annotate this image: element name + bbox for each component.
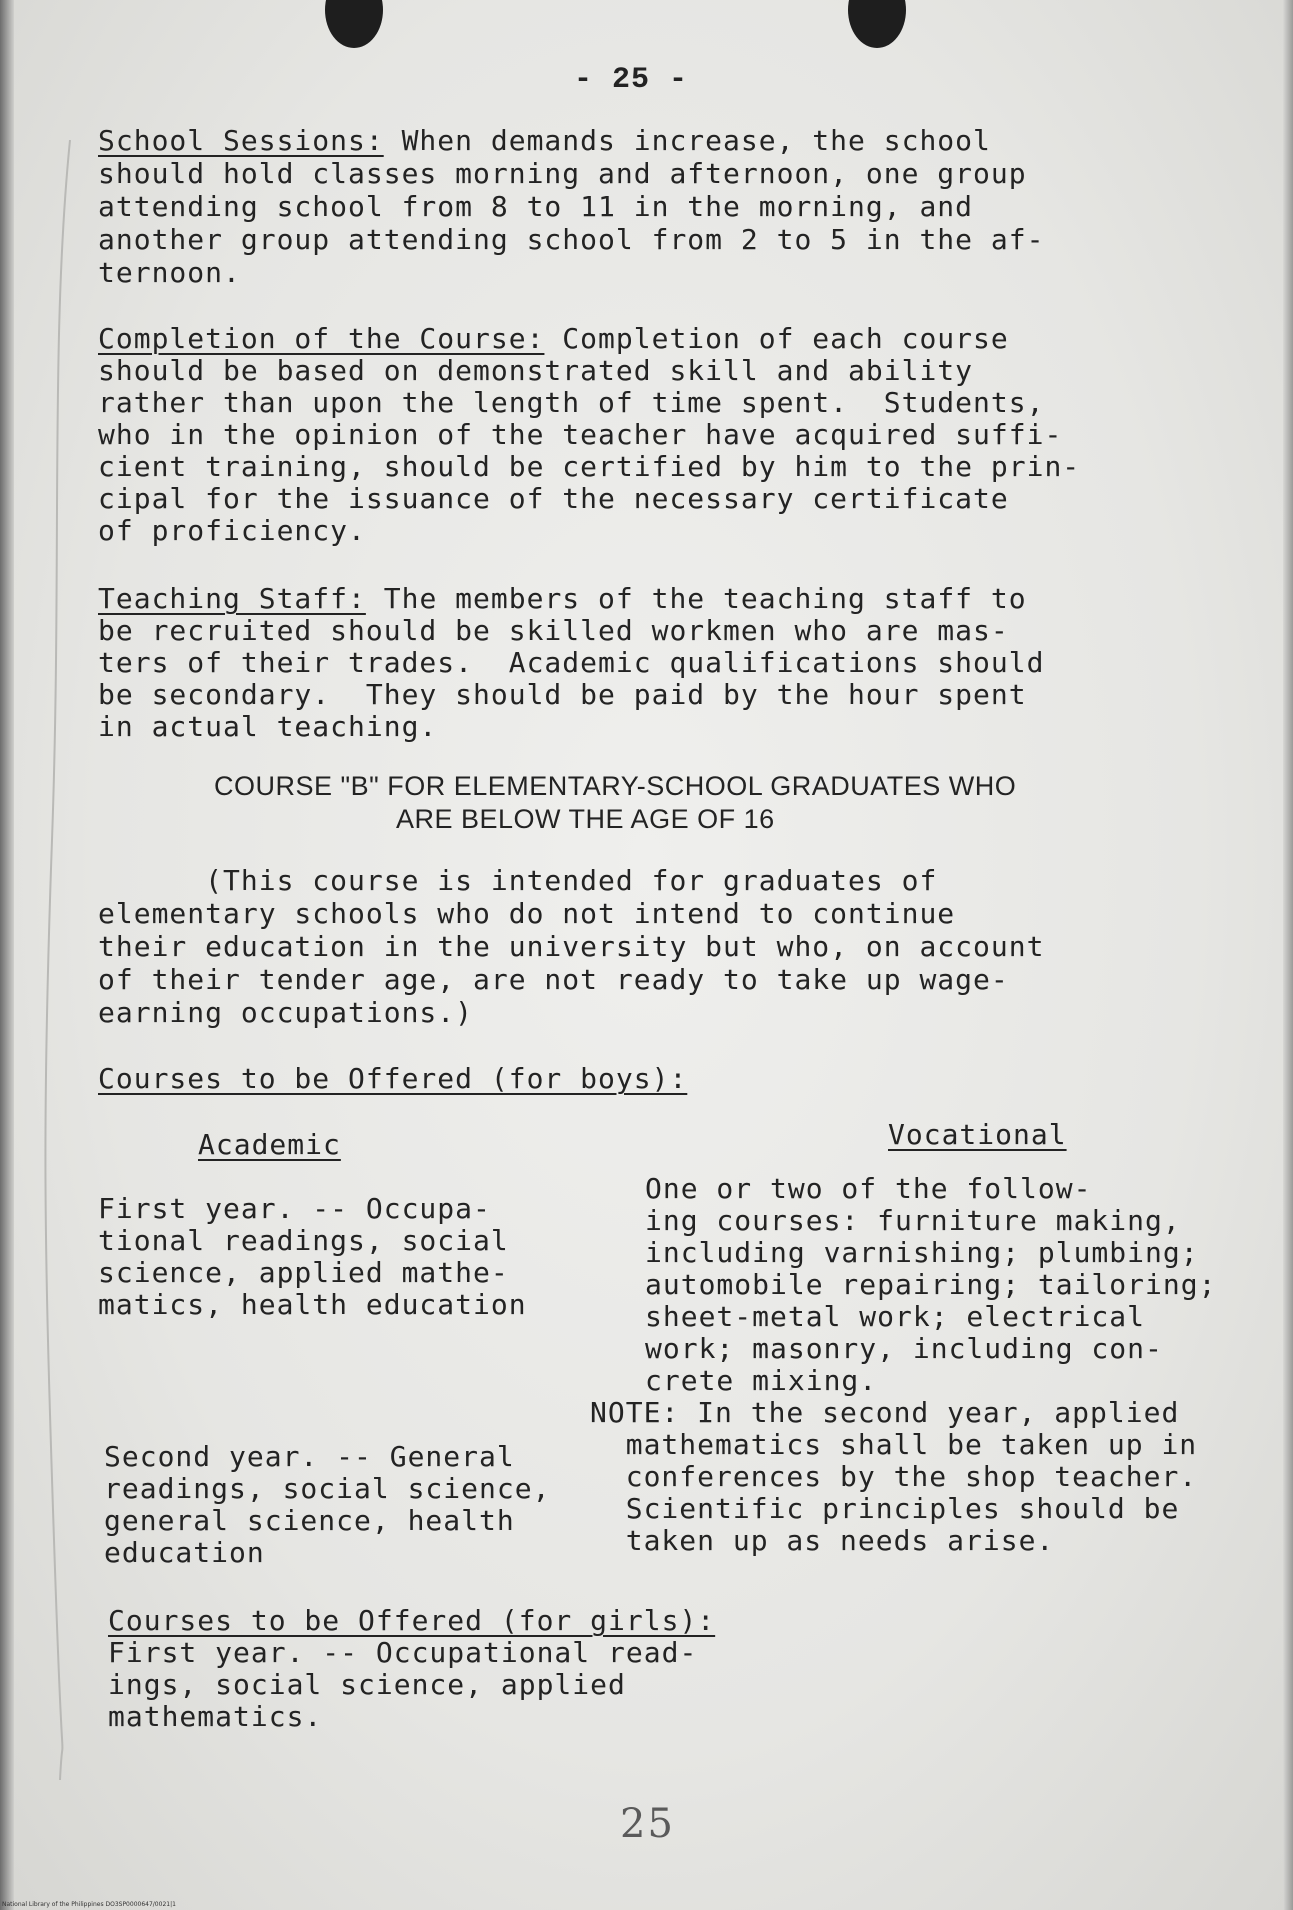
paragraph-line: One or two of the follow- — [645, 1172, 1092, 1205]
paragraph-line: be recruited should be skilled workmen who are mas- — [98, 614, 1009, 647]
course-title-line: ARE BELOW THE AGE OF 16 — [396, 804, 775, 834]
paragraph-line: Teaching Staff: The members of the teaching staff to — [98, 582, 1027, 615]
paragraph-line: mathematics. — [108, 1700, 323, 1733]
paragraph-line: conferences by the shop teacher. — [590, 1460, 1198, 1493]
paragraph-line: NOTE: In the second year, applied — [590, 1396, 1180, 1429]
paragraph-line: attending school from 8 to 11 in the morning, and — [98, 190, 974, 223]
paragraph-line: ings, social science, applied — [108, 1668, 626, 1701]
margin-pencil-line — [40, 140, 74, 1780]
page-left-edge — [0, 0, 14, 1910]
paragraph-line: crete mixing. — [645, 1364, 878, 1397]
paragraph-line: sheet-metal work; electrical — [645, 1300, 1146, 1333]
paragraph-line: mathematics shall be taken up in — [590, 1428, 1198, 1461]
scan-footer: National Library of the Philippines DO3SP0000647/0021|1 — [2, 1901, 176, 1908]
paragraph-line: matics, health education — [98, 1288, 527, 1321]
paragraph-line: who in the opinion of the teacher have acquired suffi- — [98, 418, 1063, 451]
paragraph-line: education — [104, 1536, 265, 1569]
paragraph-line: automobile repairing; tailoring; — [645, 1268, 1217, 1301]
paragraph-line: Scientific principles should be — [590, 1492, 1180, 1525]
section-heading: School Sessions: — [98, 124, 384, 157]
vocational-column-heading: Vocational — [888, 1118, 1067, 1151]
paragraph-line: ternoon. — [98, 256, 241, 289]
paragraph-line: ing courses: furniture making, — [645, 1204, 1181, 1237]
paragraph-line: readings, social science, — [104, 1472, 551, 1505]
paragraph-line: in actual teaching. — [98, 710, 438, 743]
course-title-line: COURSE "B" FOR ELEMENTARY-SCHOOL GRADUATES WHO — [214, 771, 1017, 801]
paragraph-line: elementary schools who do not intend to continue — [98, 897, 956, 930]
paragraph-line: another group attending school from 2 to 5 in the af- — [98, 223, 1045, 256]
section-heading: Teaching Staff: — [98, 582, 366, 615]
punch-hole-right — [848, 0, 906, 48]
paragraph-line: First year. -- Occupa- — [98, 1192, 491, 1225]
paragraph-line: should be based on demonstrated skill and ability — [98, 354, 974, 387]
paragraph-line: of proficiency. — [98, 514, 366, 547]
paragraph-line: their education in the university but who, on account — [98, 930, 1045, 963]
paragraph-line: taken up as needs arise. — [590, 1524, 1055, 1557]
section-heading: Completion of the Course: — [98, 322, 545, 355]
boys-courses-heading: Courses to be Offered (for boys): — [98, 1062, 688, 1095]
page-number-top: - 25 - — [574, 63, 689, 97]
paragraph-line: cipal for the issuance of the necessary certificate — [98, 482, 1009, 515]
paragraph-line: rather than upon the length of time spent. Students, — [98, 386, 1045, 419]
page-right-edge — [1283, 0, 1293, 1910]
page-number-bottom: 25 — [620, 1801, 675, 1847]
paragraph-line: be secondary. They should be paid by the hour spent — [98, 678, 1027, 711]
paragraph-line: earning occupations.) — [98, 996, 474, 1029]
punch-hole-left — [325, 0, 383, 48]
paragraph-line: work; masonry, including con- — [645, 1332, 1163, 1365]
paragraph-line: of their tender age, are not ready to take up wage- — [98, 963, 1009, 996]
paragraph-line: School Sessions: When demands increase, the school — [98, 124, 991, 157]
paragraph-line: tional readings, social — [98, 1224, 509, 1257]
paragraph-line: general science, health — [104, 1504, 515, 1537]
paragraph-line: First year. -- Occupational read- — [108, 1636, 698, 1669]
paragraph-line: Completion of the Course: Completion of each course — [98, 322, 1009, 355]
girls-courses-heading: Courses to be Offered (for girls): — [108, 1604, 716, 1637]
paragraph-line: should hold classes morning and afternoon, one group — [98, 157, 1027, 190]
paragraph-line: Second year. -- General — [104, 1440, 515, 1473]
paragraph-line: science, applied mathe- — [98, 1256, 509, 1289]
paragraph-line: ters of their trades. Academic qualifications should — [98, 646, 1045, 679]
academic-column-heading: Academic — [198, 1128, 341, 1161]
paragraph-line: cient training, should be certified by him to the prin- — [98, 450, 1081, 483]
paragraph-line: (This course is intended for graduates of — [98, 864, 938, 897]
paragraph-line: including varnishing; plumbing; — [645, 1236, 1199, 1269]
